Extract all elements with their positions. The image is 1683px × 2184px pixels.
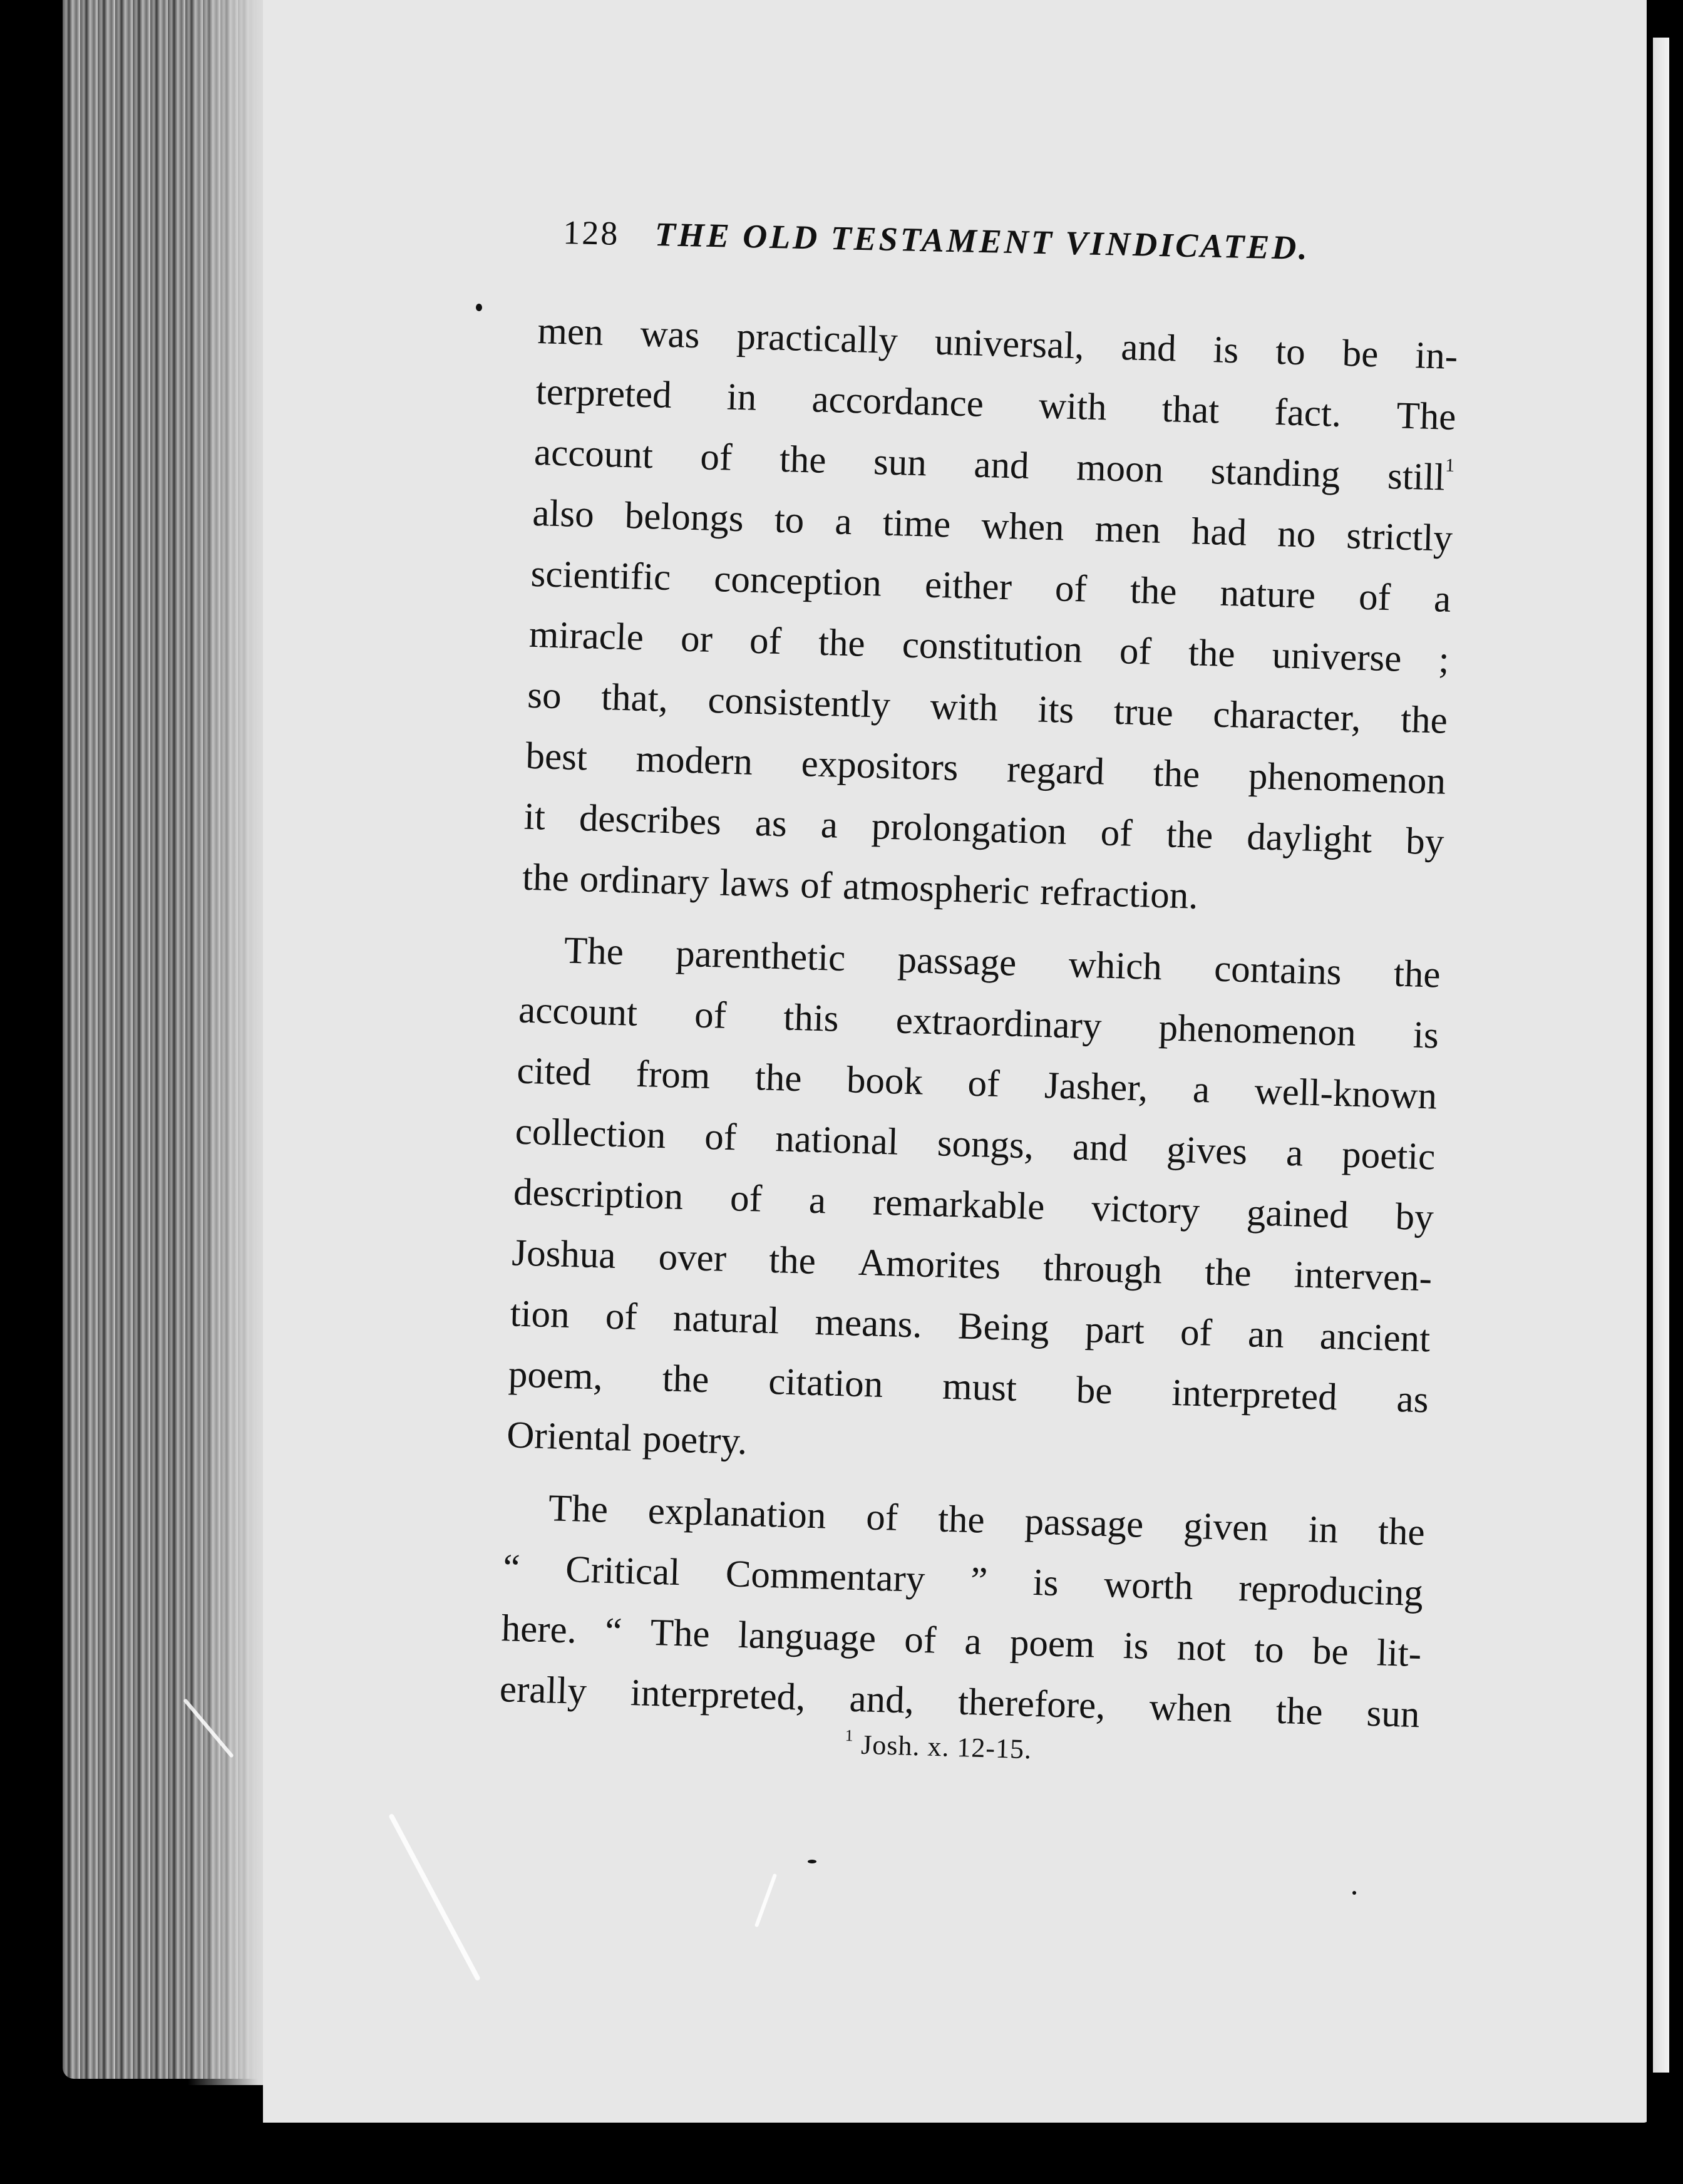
paragraph xyxy=(499,1476,1426,1745)
footnote-reference: 1 xyxy=(1444,455,1455,476)
text-line: account of the sun and moon standing still$^1$ xyxy=(533,431,1455,499)
text-line: account of this extraordinary phenomenon is xyxy=(518,989,1439,1057)
footnote xyxy=(845,1728,1032,1765)
dust-speck xyxy=(808,1860,816,1863)
dust-speck xyxy=(476,304,482,311)
text-line: so that, consistently with its true character, the xyxy=(527,674,1448,742)
text-line: terpreted in accordance with that fact. The xyxy=(535,370,1457,438)
text-line: Oriental poetry. xyxy=(506,1414,748,1463)
text-line: the ordinary laws of atmospheric refraction. xyxy=(522,856,1199,917)
text-line: miracle or of the constitution of the universe ; xyxy=(528,613,1450,681)
text-line: The parenthetic passage which contains the xyxy=(564,929,1441,996)
text-line: cited from the book of Jasher, a well-known xyxy=(516,1049,1438,1118)
text-line: “ Critical Commentary ” is worth reproducing xyxy=(502,1547,1424,1615)
paragraph xyxy=(506,919,1441,1491)
text-line: here. “ The language of a poem is not to be lit- xyxy=(500,1607,1423,1676)
footnote-marker: 1 xyxy=(845,1726,855,1745)
text-line: description of a remarkable victory gained by xyxy=(513,1171,1434,1239)
text-line: poem, the citation must be interpreted as xyxy=(508,1353,1429,1421)
text-line: tion of natural means. Being part of an ancient xyxy=(509,1292,1431,1361)
footnote-text: Josh. x. 12-15. xyxy=(860,1729,1032,1765)
dust-speck xyxy=(1352,1891,1356,1895)
text-line: it describes as a prolongation of the daylight by xyxy=(523,795,1445,863)
text-line: also belongs to a time when men had no strictly xyxy=(532,492,1453,560)
page-number: 128 xyxy=(562,213,620,252)
text-line: scientific conception either of the nature of a xyxy=(530,552,1452,621)
text-line: best modern expositors regard the phenomenon xyxy=(525,734,1446,803)
text-line: men was practically universal, and is to be in- xyxy=(537,309,1458,378)
paragraph xyxy=(522,301,1459,934)
text-line: erally interpreted, and, therefore, when the sun xyxy=(499,1668,1421,1736)
running-title: THE OLD TESTAMENT VINDICATED. xyxy=(654,215,1310,267)
body-text xyxy=(499,301,1459,1745)
text-line: Joshua over the Amorites through the interven- xyxy=(511,1232,1433,1300)
text-line: The explanation of the passage given in the xyxy=(548,1487,1426,1554)
facing-page-edge xyxy=(1653,38,1669,2073)
text-line: collection of national songs, and gives a poetic xyxy=(514,1110,1436,1178)
